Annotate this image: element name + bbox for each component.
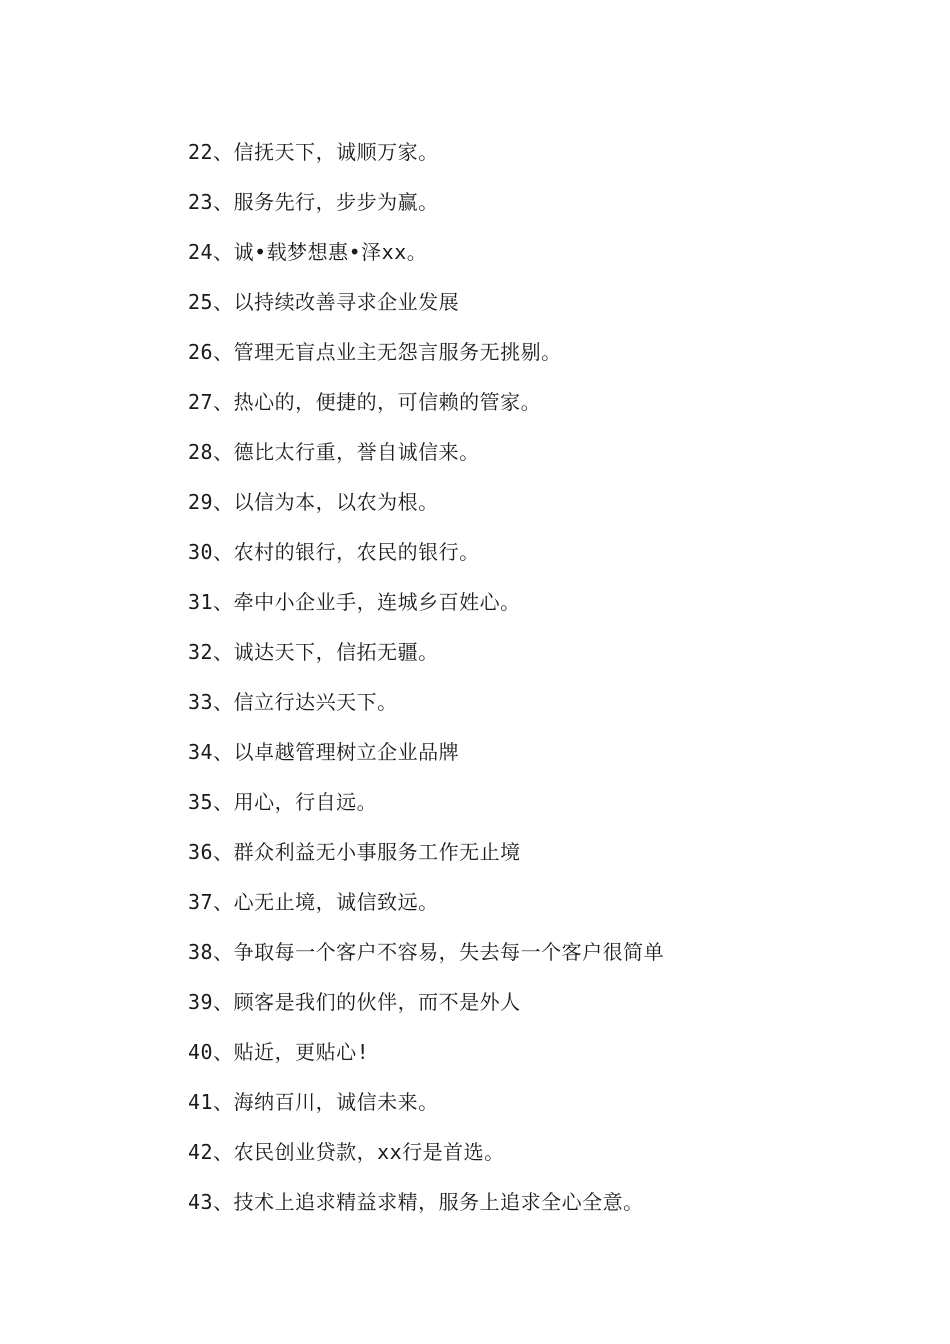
list-item: 28、德比太行重，誉自诚信来。 (188, 440, 480, 464)
slogan-list (188, 134, 888, 1234)
list-item: 39、顾客是我们的伙伴，而不是外人 (188, 990, 521, 1014)
list-item: 31、牵中小企业手，连城乡百姓心。 (188, 590, 521, 614)
list-item: 22、信抚天下，诚顺万家。 (188, 140, 439, 164)
list-item: 35、用心，行自远。 (188, 790, 378, 814)
list-item: 25、以持续改善寻求企业发展 (188, 290, 460, 314)
list-item: 37、心无止境，诚信致远。 (188, 890, 439, 914)
list-item: 42、农民创业贷款，xx行是首选。 (188, 1140, 505, 1164)
list-item: 27、热心的，便捷的，可信赖的管家。 (188, 390, 542, 414)
list-item: 32、诚达天下，信拓无疆。 (188, 640, 439, 664)
list-item: 33、信立行达兴天下。 (188, 690, 398, 714)
list-item: 26、管理无盲点业主无怨言服务无挑剔。 (188, 340, 562, 364)
list-item: 34、以卓越管理树立企业品牌 (188, 740, 460, 764)
list-item: 24、诚•载梦想惠•泽xx。 (188, 240, 428, 264)
list-item: 43、技术上追求精益求精，服务上追求全心全意。 (188, 1190, 644, 1214)
list-item: 41、海纳百川，诚信未来。 (188, 1090, 439, 1114)
list-item: 29、以信为本，以农为根。 (188, 490, 439, 514)
list-item: 23、服务先行，步步为赢。 (188, 190, 439, 214)
list-item: 30、农村的银行，农民的银行。 (188, 540, 480, 564)
list-item: 36、群众利益无小事服务工作无止境 (188, 840, 521, 864)
list-item: 38、争取每一个客户不容易，失去每一个客户很简单 (188, 940, 665, 964)
list-item: 40、贴近，更贴心! (188, 1040, 370, 1064)
